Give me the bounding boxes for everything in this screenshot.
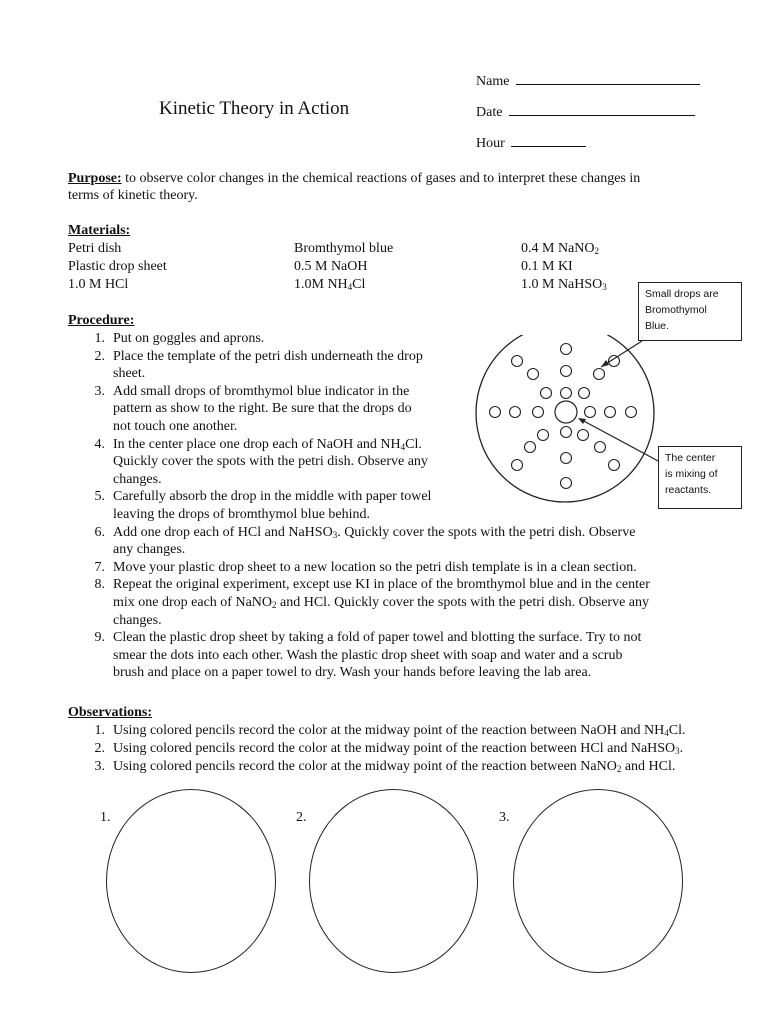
procedure-step-text: Repeat the original experiment, except use KI in place of the bromthymol blue and in the center [113, 577, 650, 593]
date-blank[interactable] [509, 102, 695, 116]
callout-drops-line: Small drops are [645, 288, 719, 300]
procedure-step-text: any changes. [113, 542, 186, 558]
observation-text: Using colored pencils record the color at the midway point of the reaction between HCl and NaHSO$_3$. [113, 741, 684, 756]
procedure-step-text: changes. [113, 612, 162, 628]
circle-label-2: 2. [296, 810, 307, 825]
material-petri-dish: Petri dish [68, 241, 122, 256]
procedure-step-text: changes. [113, 471, 162, 487]
callout-drops [638, 282, 742, 341]
material-hcl: 1.0 M HCl [68, 277, 129, 292]
observation-circle-3[interactable] [513, 789, 683, 973]
purpose-label: Purpose: [68, 171, 122, 186]
material-naoh: 0.5 M NaOH [294, 259, 368, 274]
name-blank[interactable] [516, 71, 700, 85]
date-field[interactable] [476, 102, 695, 122]
material-nano2: 0.4 M NaNO$_2$ [521, 241, 599, 256]
purpose-text-1: to observe color changes in the chemical reactions of gases and to interpret these changes in [125, 171, 641, 186]
procedure-step-text: Carefully absorb the drop in the middle with paper towel [113, 489, 432, 505]
procedure-step-text: Quickly cover the spots with the petri dish. Observe any [113, 454, 428, 470]
petri-dish-diagram [470, 335, 660, 515]
procedure-step-text: Add small drops of bromthymol blue indicator in the [113, 383, 410, 399]
observation-text: Using colored pencils record the color at the midway point of the reaction between NaOH and $NH_4Cl$. [113, 723, 686, 738]
name-label: Name [476, 74, 510, 89]
hour-field[interactable] [476, 133, 586, 153]
callout-drops-line: Blue. [645, 320, 669, 332]
material-bromthymol: Bromthymol blue [294, 241, 394, 256]
procedure-step-number: 9. [94, 630, 105, 646]
procedure-step-number: 8. [94, 577, 105, 593]
material-drop-sheet: Plastic drop sheet [68, 259, 167, 274]
procedure-step-text: Place the template of the petri dish underneath the drop [113, 348, 423, 364]
page-title: Kinetic Theory in Action [159, 98, 350, 119]
materials-label: Materials: [68, 223, 131, 238]
material-nh4cl: 1.0M $NH_4Cl$ [294, 277, 366, 292]
circle-label-1: 1. [100, 810, 111, 825]
procedure-step-number: 1. [94, 331, 105, 346]
observations-label: Observations: [68, 705, 152, 720]
procedure-step-text: Clean the plastic drop sheet by taking a fold of paper towel and blotting the surface. Try to not [113, 630, 642, 646]
procedure-step-number: 4. [94, 436, 105, 452]
callout-center-line: The center [665, 452, 716, 464]
material-ki: 0.1 M KI [521, 259, 573, 274]
observation-number: 3. [94, 759, 105, 774]
circle-label-3: 3. [499, 810, 510, 825]
procedure-label: Procedure: [68, 313, 135, 328]
observation-circle-2[interactable] [309, 789, 478, 973]
procedure-step-text: not touch one another. [113, 419, 238, 434]
name-field[interactable] [476, 71, 700, 91]
hour-blank[interactable] [511, 133, 586, 147]
procedure-step-text: Put on goggles and aprons. [113, 331, 265, 346]
purpose-text-2: terms of kinetic theory. [68, 188, 198, 203]
observation-text: Using colored pencils record the color at the midway point of the reaction between NaNO$_2$ and HCl. [113, 759, 676, 774]
callout-drops-line: Bromothymol [645, 304, 707, 316]
procedure-step-text: smear the dots into each other. Wash the plastic drop sheet with soap and water and a scrub [113, 647, 623, 663]
procedure-step-text: leaving the drops of bromthymol blue behind. [113, 507, 371, 522]
callout-center [658, 446, 742, 509]
purpose-line-1 [68, 170, 640, 188]
procedure-step-number: 5. [94, 489, 105, 505]
procedure-step-text: brush and place on a paper towel to dry. Wash your hands before leaving the lab area. [113, 665, 592, 681]
hour-label: Hour [476, 136, 505, 151]
procedure-step-text: In the center place one drop each of NaOH and $NH_4Cl$. [113, 436, 422, 452]
procedure-step-text: mix one drop each of NaNO$_2$ and HCl. Quickly cover the spots with the petri dish. Observe any [113, 595, 649, 610]
procedure-step-text: Add one drop each of HCl and NaHSO$_3$. Quickly cover the spots with the petri dish. Observe [113, 524, 636, 540]
material-nahso3: 1.0 M NaHSO$_3$ [521, 277, 607, 292]
observation-circle-1[interactable] [106, 789, 276, 973]
observation-number: 2. [94, 741, 105, 756]
procedure-step-text: sheet. [113, 366, 146, 382]
date-label: Date [476, 105, 503, 120]
procedure-step-text: Move your plastic drop sheet to a new location so the petri dish template is in a clean section. [113, 559, 637, 575]
callout-center-line: is mixing of [665, 468, 718, 480]
procedure-step-number: 3. [94, 383, 105, 399]
procedure-step-text: pattern as show to the right. Be sure that the drops do [113, 401, 412, 417]
callout-arrow-center [580, 419, 660, 462]
procedure-step-number: 7. [94, 559, 105, 575]
center-reactant-drop [555, 401, 577, 423]
procedure-step-number: 2. [94, 348, 105, 364]
observation-number: 1. [94, 723, 105, 738]
procedure-step-number: 6. [94, 524, 105, 540]
callout-center-line: reactants. [665, 484, 712, 496]
